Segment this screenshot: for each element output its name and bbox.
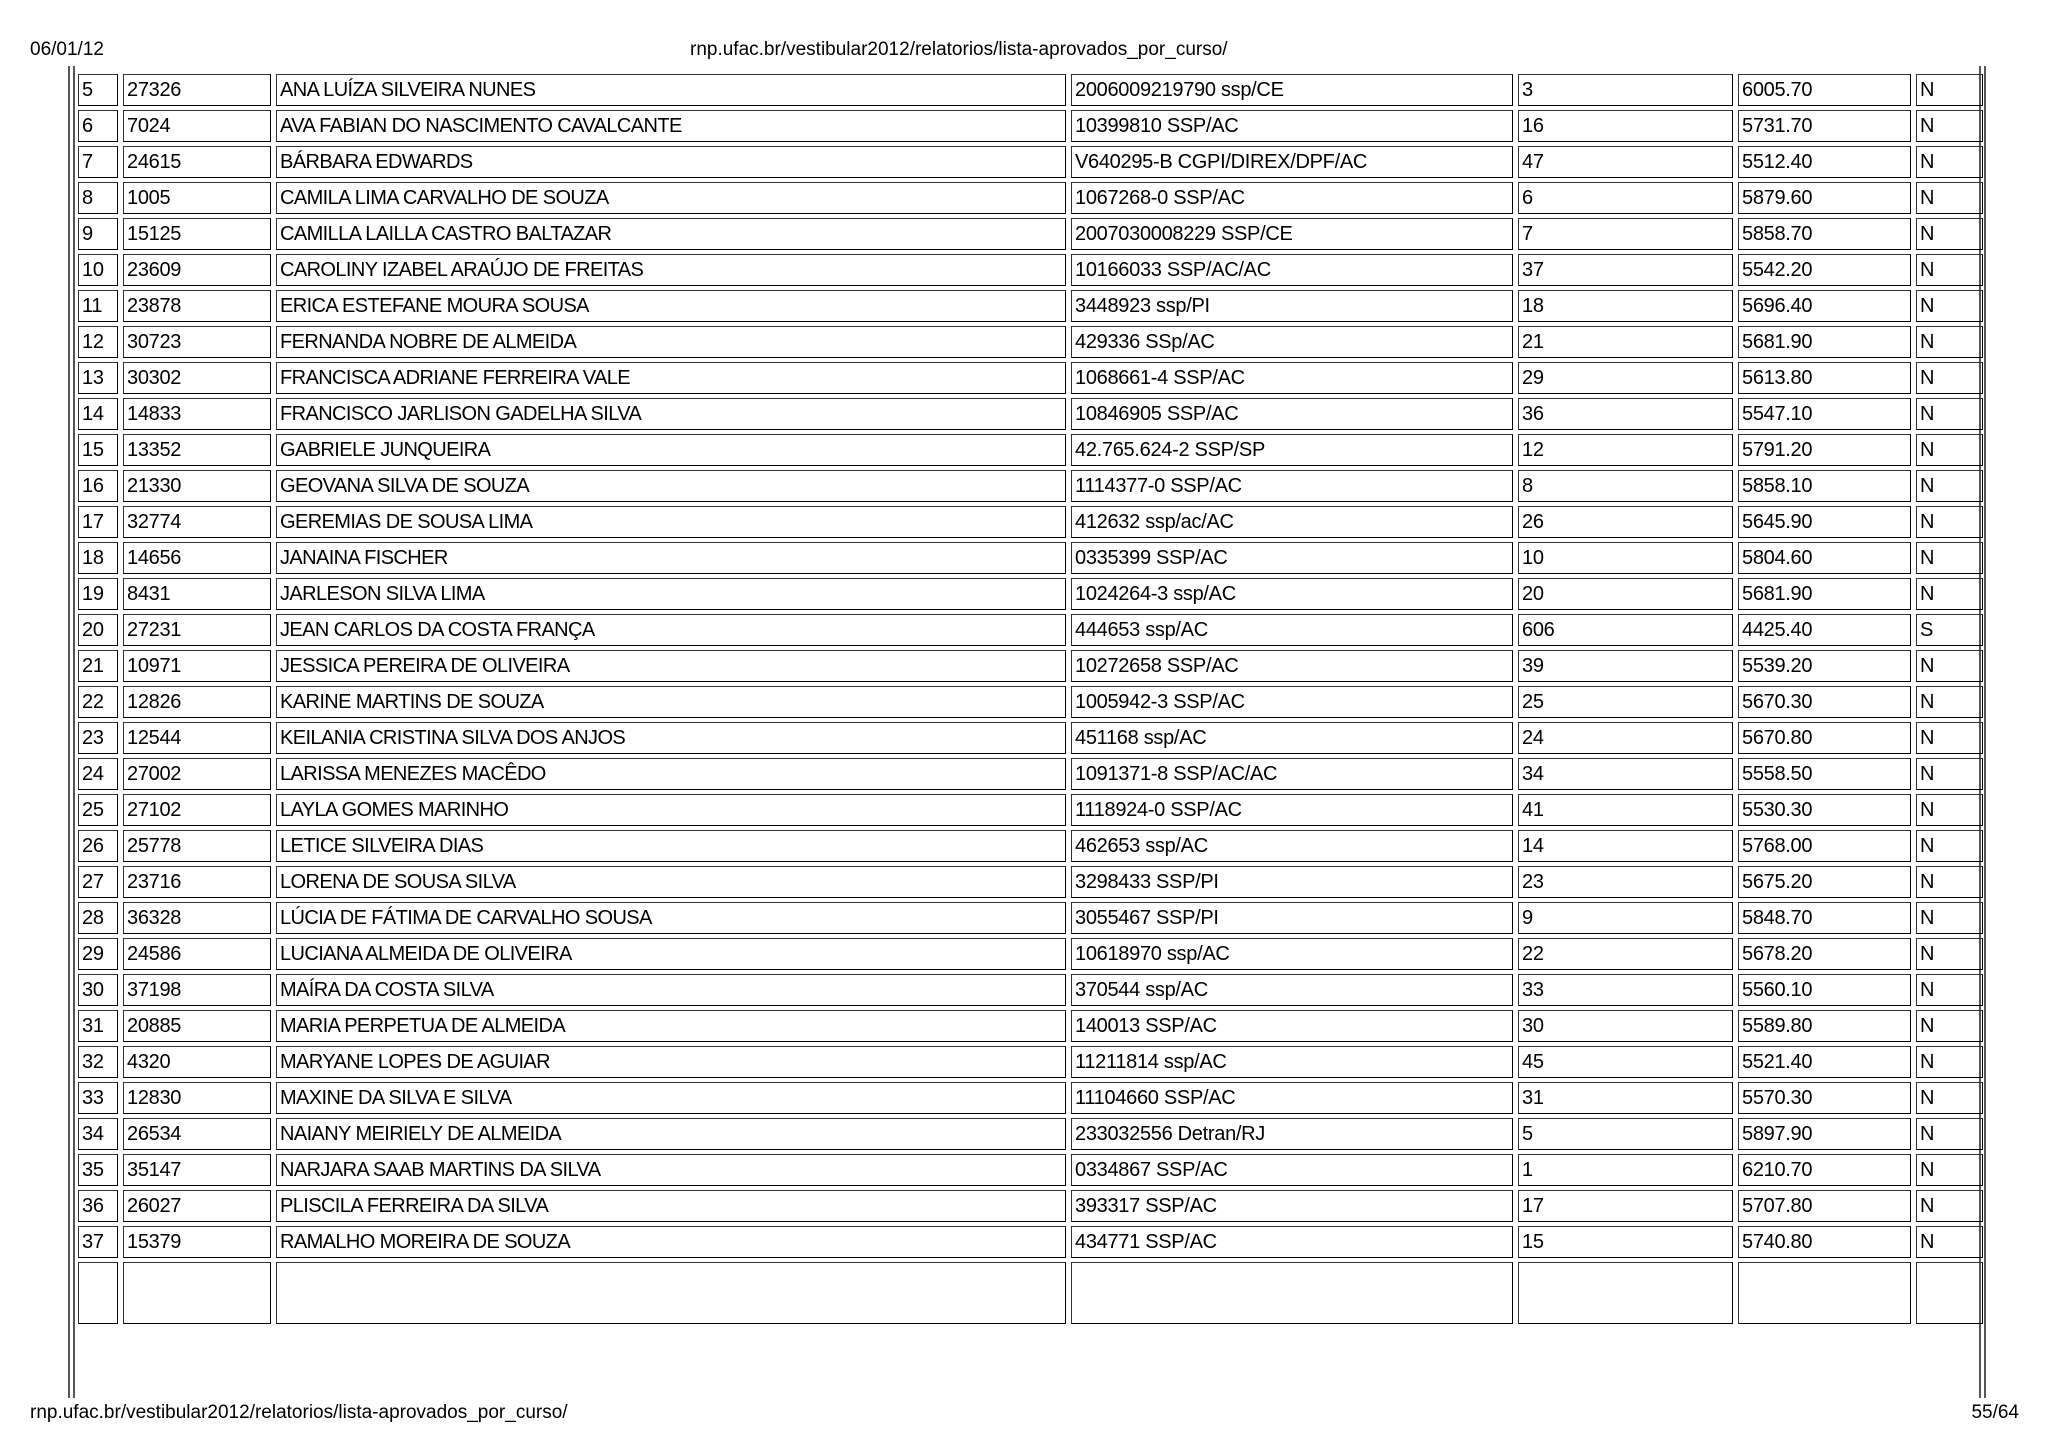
score-cell: 5740.80 (1738, 1226, 1911, 1258)
quota-flag-cell: N (1916, 542, 1983, 574)
table-row (78, 974, 1983, 1006)
table-row (78, 1082, 1983, 1114)
empty-cell (123, 1262, 271, 1324)
table-row (78, 74, 1983, 106)
candidate-name-cell: JARLESON SILVA LIMA (276, 578, 1066, 610)
table-outer-border-left (68, 66, 70, 1398)
row-position-cell: 22 (78, 686, 118, 718)
classification-cell: 18 (1518, 290, 1733, 322)
page-url-header: rnp.ufac.br/vestibular2012/relatorios/lista-aprovados_por_curso/ (690, 39, 1228, 60)
quota-flag-cell: N (1916, 794, 1983, 826)
classification-cell: 16 (1518, 110, 1733, 142)
candidate-name-cell: BÁRBARA EDWARDS (276, 146, 1066, 178)
score-cell: 5675.20 (1738, 866, 1911, 898)
quota-flag-cell: N (1916, 182, 1983, 214)
candidate-name-cell: LORENA DE SOUSA SILVA (276, 866, 1066, 898)
identity-document-cell: 11104660 SSP/AC (1071, 1082, 1513, 1114)
quota-flag-cell: N (1916, 866, 1983, 898)
row-position-cell: 8 (78, 182, 118, 214)
row-position-cell: 32 (78, 1046, 118, 1078)
identity-document-cell: 1091371-8 SSP/AC/AC (1071, 758, 1513, 790)
candidate-name-cell: CAROLINY IZABEL ARAÚJO DE FREITAS (276, 254, 1066, 286)
classification-cell: 3 (1518, 74, 1733, 106)
identity-document-cell: 42.765.624-2 SSP/SP (1071, 434, 1513, 466)
table-row (78, 902, 1983, 934)
table-row (78, 146, 1983, 178)
candidate-name-cell: KARINE MARTINS DE SOUZA (276, 686, 1066, 718)
table-row-continued (78, 1262, 1983, 1324)
classification-cell: 15 (1518, 1226, 1733, 1258)
quota-flag-cell: N (1916, 146, 1983, 178)
quota-flag-cell: N (1916, 1154, 1983, 1186)
table-row (78, 218, 1983, 250)
classification-cell: 22 (1518, 938, 1733, 970)
candidate-number-cell: 24615 (123, 146, 271, 178)
row-position-cell: 37 (78, 1226, 118, 1258)
candidate-number-cell: 30723 (123, 326, 271, 358)
row-position-cell: 12 (78, 326, 118, 358)
quota-flag-cell: N (1916, 362, 1983, 394)
classification-cell: 6 (1518, 182, 1733, 214)
score-cell: 5681.90 (1738, 578, 1911, 610)
empty-cell (1738, 1262, 1911, 1324)
classification-cell: 47 (1518, 146, 1733, 178)
score-cell: 5558.50 (1738, 758, 1911, 790)
identity-document-cell: 1068661-4 SSP/AC (1071, 362, 1513, 394)
row-position-cell: 30 (78, 974, 118, 1006)
classification-cell: 1 (1518, 1154, 1733, 1186)
score-cell: 5670.80 (1738, 722, 1911, 754)
table-row (78, 254, 1983, 286)
score-cell: 5521.40 (1738, 1046, 1911, 1078)
candidate-name-cell: JANAINA FISCHER (276, 542, 1066, 574)
quota-flag-cell: N (1916, 1226, 1983, 1258)
row-position-cell: 18 (78, 542, 118, 574)
table-row (78, 758, 1983, 790)
candidate-number-cell: 32774 (123, 506, 271, 538)
identity-document-cell: V640295-B CGPI/DIREX/DPF/AC (1071, 146, 1513, 178)
classification-cell: 14 (1518, 830, 1733, 862)
row-position-cell: 7 (78, 146, 118, 178)
identity-document-cell: 1067268-0 SSP/AC (1071, 182, 1513, 214)
table-body (78, 74, 1983, 1324)
row-position-cell: 17 (78, 506, 118, 538)
table-row (78, 434, 1983, 466)
table-row (78, 1118, 1983, 1150)
classification-cell: 21 (1518, 326, 1733, 358)
empty-cell (1071, 1262, 1513, 1324)
identity-document-cell: 393317 SSP/AC (1071, 1190, 1513, 1222)
row-position-cell: 9 (78, 218, 118, 250)
candidate-number-cell: 12830 (123, 1082, 271, 1114)
classification-cell: 39 (1518, 650, 1733, 682)
quota-flag-cell: N (1916, 506, 1983, 538)
table-row (78, 1190, 1983, 1222)
candidate-number-cell: 20885 (123, 1010, 271, 1042)
candidate-number-cell: 15125 (123, 218, 271, 250)
score-cell: 5791.20 (1738, 434, 1911, 466)
row-position-cell: 21 (78, 650, 118, 682)
classification-cell: 606 (1518, 614, 1733, 646)
identity-document-cell: 1118924-0 SSP/AC (1071, 794, 1513, 826)
candidate-name-cell: PLISCILA FERREIRA DA SILVA (276, 1190, 1066, 1222)
row-position-cell: 33 (78, 1082, 118, 1114)
classification-cell: 12 (1518, 434, 1733, 466)
score-cell: 5560.10 (1738, 974, 1911, 1006)
score-cell: 5858.70 (1738, 218, 1911, 250)
quota-flag-cell: N (1916, 1190, 1983, 1222)
candidate-number-cell: 14656 (123, 542, 271, 574)
classification-cell: 25 (1518, 686, 1733, 718)
score-cell: 5613.80 (1738, 362, 1911, 394)
candidate-number-cell: 7024 (123, 110, 271, 142)
candidate-name-cell: GABRIELE JUNQUEIRA (276, 434, 1066, 466)
table-row (78, 1010, 1983, 1042)
candidate-number-cell: 4320 (123, 1046, 271, 1078)
score-cell: 5804.60 (1738, 542, 1911, 574)
identity-document-cell: 10846905 SSP/AC (1071, 398, 1513, 430)
table-row (78, 398, 1983, 430)
candidate-number-cell: 23716 (123, 866, 271, 898)
page-url-footer: rnp.ufac.br/vestibular2012/relatorios/lista-aprovados_por_curso/ (30, 1402, 568, 1423)
table-row (78, 938, 1983, 970)
table-row (78, 794, 1983, 826)
candidate-number-cell: 23878 (123, 290, 271, 322)
candidate-number-cell: 15379 (123, 1226, 271, 1258)
results-table (73, 70, 1986, 1328)
candidate-number-cell: 1005 (123, 182, 271, 214)
quota-flag-cell: N (1916, 398, 1983, 430)
score-cell: 5848.70 (1738, 902, 1911, 934)
row-position-cell: 25 (78, 794, 118, 826)
table-row (78, 614, 1983, 646)
candidate-name-cell: KEILANIA CRISTINA SILVA DOS ANJOS (276, 722, 1066, 754)
quota-flag-cell: N (1916, 254, 1983, 286)
score-cell: 5696.40 (1738, 290, 1911, 322)
score-cell: 5678.20 (1738, 938, 1911, 970)
table-row (78, 1226, 1983, 1258)
identity-document-cell: 1024264-3 ssp/AC (1071, 578, 1513, 610)
row-position-cell: 27 (78, 866, 118, 898)
score-cell: 5731.70 (1738, 110, 1911, 142)
quota-flag-cell: N (1916, 578, 1983, 610)
candidate-name-cell: ANA LUÍZA SILVEIRA NUNES (276, 74, 1066, 106)
identity-document-cell: 3448923 ssp/PI (1071, 290, 1513, 322)
quota-flag-cell: N (1916, 974, 1983, 1006)
score-cell: 5670.30 (1738, 686, 1911, 718)
quota-flag-cell: N (1916, 1118, 1983, 1150)
identity-document-cell: 2006009219790 ssp/CE (1071, 74, 1513, 106)
row-position-cell: 16 (78, 470, 118, 502)
candidate-number-cell: 27326 (123, 74, 271, 106)
identity-document-cell: 444653 ssp/AC (1071, 614, 1513, 646)
classification-cell: 36 (1518, 398, 1733, 430)
row-position-cell: 23 (78, 722, 118, 754)
score-cell: 5539.20 (1738, 650, 1911, 682)
candidate-number-cell: 36328 (123, 902, 271, 934)
score-cell: 5897.90 (1738, 1118, 1911, 1150)
table-row (78, 326, 1983, 358)
classification-cell: 33 (1518, 974, 1733, 1006)
candidate-number-cell: 26027 (123, 1190, 271, 1222)
classification-cell: 17 (1518, 1190, 1733, 1222)
candidate-number-cell: 26534 (123, 1118, 271, 1150)
candidate-number-cell: 30302 (123, 362, 271, 394)
identity-document-cell: 10272658 SSP/AC (1071, 650, 1513, 682)
classification-cell: 29 (1518, 362, 1733, 394)
candidate-name-cell: ERICA ESTEFANE MOURA SOUSA (276, 290, 1066, 322)
quota-flag-cell: N (1916, 218, 1983, 250)
table-row (78, 650, 1983, 682)
classification-cell: 23 (1518, 866, 1733, 898)
candidate-name-cell: GEREMIAS DE SOUSA LIMA (276, 506, 1066, 538)
identity-document-cell: 0334867 SSP/AC (1071, 1154, 1513, 1186)
score-cell: 5707.80 (1738, 1190, 1911, 1222)
quota-flag-cell: N (1916, 1046, 1983, 1078)
quota-flag-cell: N (1916, 902, 1983, 934)
row-position-cell: 31 (78, 1010, 118, 1042)
candidate-name-cell: MAXINE DA SILVA E SILVA (276, 1082, 1066, 1114)
score-cell: 5858.10 (1738, 470, 1911, 502)
classification-cell: 5 (1518, 1118, 1733, 1150)
row-position-cell: 11 (78, 290, 118, 322)
quota-flag-cell: N (1916, 110, 1983, 142)
empty-cell (1916, 1262, 1983, 1324)
classification-cell: 31 (1518, 1082, 1733, 1114)
score-cell: 5542.20 (1738, 254, 1911, 286)
candidate-number-cell: 25778 (123, 830, 271, 862)
classification-cell: 26 (1518, 506, 1733, 538)
classification-cell: 37 (1518, 254, 1733, 286)
table-row (78, 362, 1983, 394)
candidate-number-cell: 14833 (123, 398, 271, 430)
candidate-name-cell: RAMALHO MOREIRA DE SOUZA (276, 1226, 1066, 1258)
quota-flag-cell: N (1916, 434, 1983, 466)
candidate-number-cell: 23609 (123, 254, 271, 286)
identity-document-cell: 10399810 SSP/AC (1071, 110, 1513, 142)
candidate-name-cell: LAYLA GOMES MARINHO (276, 794, 1066, 826)
candidate-name-cell: FRANCISCO JARLISON GADELHA SILVA (276, 398, 1066, 430)
classification-cell: 9 (1518, 902, 1733, 934)
score-cell: 5589.80 (1738, 1010, 1911, 1042)
identity-document-cell: 3298433 SSP/PI (1071, 866, 1513, 898)
identity-document-cell: 434771 SSP/AC (1071, 1226, 1513, 1258)
candidate-name-cell: GEOVANA SILVA DE SOUZA (276, 470, 1066, 502)
candidate-number-cell: 13352 (123, 434, 271, 466)
page-number: 55/64 (1971, 1402, 2019, 1423)
score-cell: 5768.00 (1738, 830, 1911, 862)
quota-flag-cell: N (1916, 830, 1983, 862)
classification-cell: 41 (1518, 794, 1733, 826)
table-row (78, 578, 1983, 610)
identity-document-cell: 451168 ssp/AC (1071, 722, 1513, 754)
candidate-name-cell: MARIA PERPETUA DE ALMEIDA (276, 1010, 1066, 1042)
row-position-cell: 28 (78, 902, 118, 934)
table-row (78, 866, 1983, 898)
quota-flag-cell: N (1916, 1082, 1983, 1114)
table-row (78, 110, 1983, 142)
row-position-cell: 13 (78, 362, 118, 394)
quota-flag-cell: N (1916, 650, 1983, 682)
quota-flag-cell: N (1916, 74, 1983, 106)
classification-cell: 8 (1518, 470, 1733, 502)
score-cell: 4425.40 (1738, 614, 1911, 646)
identity-document-cell: 3055467 SSP/PI (1071, 902, 1513, 934)
candidate-name-cell: MAÍRA DA COSTA SILVA (276, 974, 1066, 1006)
classification-cell: 10 (1518, 542, 1733, 574)
score-cell: 5879.60 (1738, 182, 1911, 214)
identity-document-cell: 1114377-0 SSP/AC (1071, 470, 1513, 502)
identity-document-cell: 2007030008229 SSP/CE (1071, 218, 1513, 250)
score-cell: 6005.70 (1738, 74, 1911, 106)
candidate-number-cell: 12826 (123, 686, 271, 718)
quota-flag-cell: N (1916, 686, 1983, 718)
table-row (78, 470, 1983, 502)
candidate-number-cell: 27231 (123, 614, 271, 646)
row-position-cell: 29 (78, 938, 118, 970)
identity-document-cell: 11211814 ssp/AC (1071, 1046, 1513, 1078)
candidate-name-cell: JEAN CARLOS DA COSTA FRANÇA (276, 614, 1066, 646)
quota-flag-cell: N (1916, 290, 1983, 322)
identity-document-cell: 1005942-3 SSP/AC (1071, 686, 1513, 718)
identity-document-cell: 412632 ssp/ac/AC (1071, 506, 1513, 538)
score-cell: 5570.30 (1738, 1082, 1911, 1114)
candidate-number-cell: 35147 (123, 1154, 271, 1186)
print-date: 06/01/12 (30, 39, 104, 60)
candidate-name-cell: NARJARA SAAB MARTINS DA SILVA (276, 1154, 1066, 1186)
candidate-number-cell: 37198 (123, 974, 271, 1006)
classification-cell: 20 (1518, 578, 1733, 610)
identity-document-cell: 0335399 SSP/AC (1071, 542, 1513, 574)
classification-cell: 7 (1518, 218, 1733, 250)
candidate-name-cell: LUCIANA ALMEIDA DE OLIVEIRA (276, 938, 1066, 970)
row-position-cell: 5 (78, 74, 118, 106)
row-position-cell: 19 (78, 578, 118, 610)
quota-flag-cell: N (1916, 470, 1983, 502)
row-position-cell: 20 (78, 614, 118, 646)
table-row (78, 1154, 1983, 1186)
candidate-number-cell: 27102 (123, 794, 271, 826)
score-cell: 6210.70 (1738, 1154, 1911, 1186)
table-row (78, 506, 1983, 538)
approved-list-table (68, 66, 1986, 1398)
score-cell: 5547.10 (1738, 398, 1911, 430)
candidate-name-cell: LARISSA MENEZES MACÊDO (276, 758, 1066, 790)
candidate-number-cell: 12544 (123, 722, 271, 754)
candidate-name-cell: LETICE SILVEIRA DIAS (276, 830, 1066, 862)
empty-cell (276, 1262, 1066, 1324)
row-position-cell: 14 (78, 398, 118, 430)
classification-cell: 45 (1518, 1046, 1733, 1078)
score-cell: 5681.90 (1738, 326, 1911, 358)
identity-document-cell: 10618970 ssp/AC (1071, 938, 1513, 970)
quota-flag-cell: N (1916, 938, 1983, 970)
row-position-cell: 36 (78, 1190, 118, 1222)
table-row (78, 1046, 1983, 1078)
classification-cell: 30 (1518, 1010, 1733, 1042)
row-position-cell: 24 (78, 758, 118, 790)
classification-cell: 24 (1518, 722, 1733, 754)
row-position-cell: 26 (78, 830, 118, 862)
table-row (78, 542, 1983, 574)
quota-flag-cell: N (1916, 1010, 1983, 1042)
quota-flag-cell: N (1916, 326, 1983, 358)
empty-cell (1518, 1262, 1733, 1324)
quota-flag-cell: N (1916, 722, 1983, 754)
score-cell: 5512.40 (1738, 146, 1911, 178)
quota-flag-cell: N (1916, 758, 1983, 790)
identity-document-cell: 10166033 SSP/AC/AC (1071, 254, 1513, 286)
candidate-name-cell: FERNANDA NOBRE DE ALMEIDA (276, 326, 1066, 358)
row-position-cell: 10 (78, 254, 118, 286)
candidate-number-cell: 21330 (123, 470, 271, 502)
table-row (78, 182, 1983, 214)
score-cell: 5530.30 (1738, 794, 1911, 826)
candidate-name-cell: MARYANE LOPES DE AGUIAR (276, 1046, 1066, 1078)
candidate-number-cell: 24586 (123, 938, 271, 970)
score-cell: 5645.90 (1738, 506, 1911, 538)
candidate-name-cell: JESSICA PEREIRA DE OLIVEIRA (276, 650, 1066, 682)
table-row (78, 290, 1983, 322)
table-row (78, 830, 1983, 862)
row-position-cell: 34 (78, 1118, 118, 1150)
row-position-cell: 6 (78, 110, 118, 142)
candidate-number-cell: 27002 (123, 758, 271, 790)
row-position-cell: 15 (78, 434, 118, 466)
identity-document-cell: 370544 ssp/AC (1071, 974, 1513, 1006)
quota-flag-cell: S (1916, 614, 1983, 646)
candidate-name-cell: CAMILLA LAILLA CASTRO BALTAZAR (276, 218, 1066, 250)
candidate-name-cell: FRANCISCA ADRIANE FERREIRA VALE (276, 362, 1066, 394)
candidate-name-cell: CAMILA LIMA CARVALHO DE SOUZA (276, 182, 1066, 214)
candidate-name-cell: AVA FABIAN DO NASCIMENTO CAVALCANTE (276, 110, 1066, 142)
classification-cell: 34 (1518, 758, 1733, 790)
table-row (78, 722, 1983, 754)
identity-document-cell: 140013 SSP/AC (1071, 1010, 1513, 1042)
empty-cell (78, 1262, 118, 1324)
identity-document-cell: 462653 ssp/AC (1071, 830, 1513, 862)
candidate-name-cell: NAIANY MEIRIELY DE ALMEIDA (276, 1118, 1066, 1150)
identity-document-cell: 429336 SSp/AC (1071, 326, 1513, 358)
candidate-number-cell: 10971 (123, 650, 271, 682)
identity-document-cell: 233032556 Detran/RJ (1071, 1118, 1513, 1150)
row-position-cell: 35 (78, 1154, 118, 1186)
candidate-name-cell: LÚCIA DE FÁTIMA DE CARVALHO SOUSA (276, 902, 1066, 934)
candidate-number-cell: 8431 (123, 578, 271, 610)
table-row (78, 686, 1983, 718)
